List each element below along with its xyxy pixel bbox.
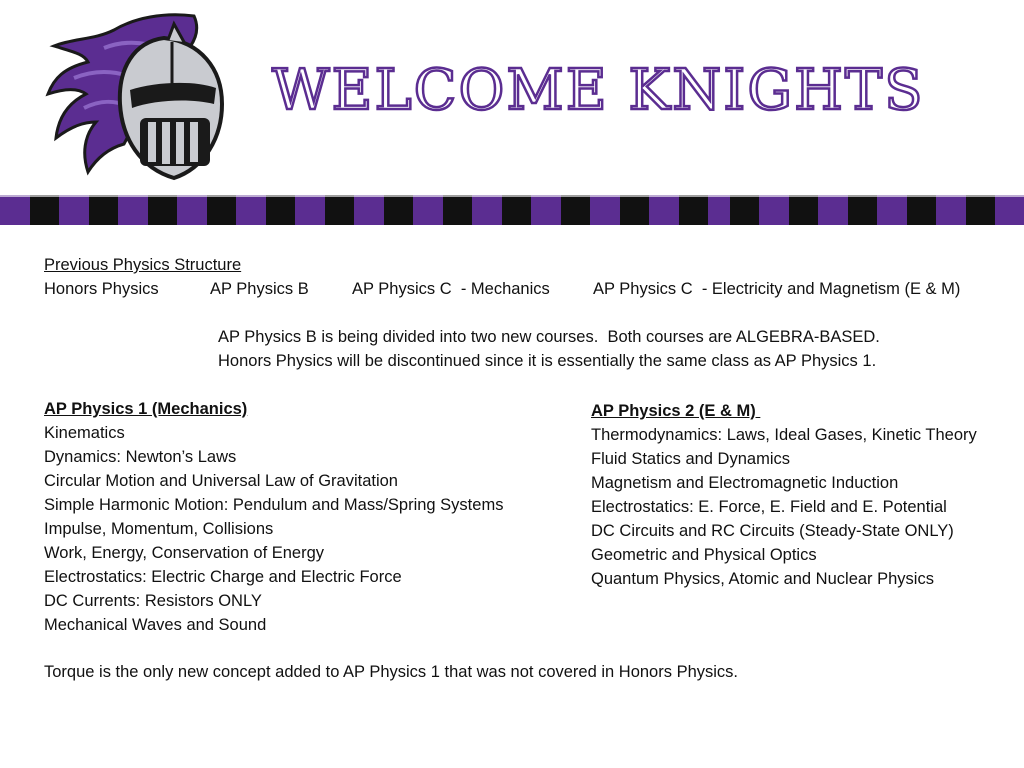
list-item: Work, Energy, Conservation of Energy (44, 544, 325, 562)
list-item: Impulse, Momentum, Collisions (44, 520, 274, 538)
list-item: Kinematics (44, 424, 125, 442)
list-item: Thermodynamics: Laws, Ideal Gases, Kinetic Theory (591, 426, 977, 444)
list-item: Circular Motion and Universal Law of Gravitation (44, 472, 398, 490)
list-item: Dynamics: Newton’s Laws (44, 448, 237, 466)
note-discontinued: Honors Physics will be discontinued since it is essentially the same class as AP Physics 1. (218, 352, 877, 370)
ap2-topic-list (591, 423, 977, 591)
list-item: Mechanical Waves and Sound (44, 616, 267, 634)
ap2-heading: AP Physics 2 (E & M) (591, 402, 761, 420)
note-divided: AP Physics B is being divided into two new courses. Both courses are ALGEBRA-BASED. (218, 328, 880, 346)
list-item: DC Currents: Resistors ONLY (44, 592, 262, 610)
list-item: Fluid Statics and Dynamics (591, 450, 790, 468)
list-item: Simple Harmonic Motion: Pendulum and Mass/Spring Systems (44, 496, 504, 514)
course-ap-b: AP Physics B (210, 280, 309, 298)
course-ap-c-em: AP Physics C - Electricity and Magnetism (E & M) (593, 280, 961, 298)
list-item: Electrostatics: E. Force, E. Field and E. Potential (591, 498, 947, 516)
list-item: Geometric and Physical Optics (591, 546, 817, 564)
torque-note: Torque is the only new concept added to AP Physics 1 that was not covered in Honors Physics. (44, 663, 738, 681)
previous-structure-heading: Previous Physics Structure (44, 256, 242, 274)
ap1-heading: AP Physics 1 (Mechanics) (44, 400, 248, 418)
knight-logo-icon (44, 8, 228, 186)
page-title: WELCOME KNIGHTS (272, 58, 925, 123)
list-item: DC Circuits and RC Circuits (Steady-State ONLY) (591, 522, 954, 540)
ap1-topic-list (44, 421, 503, 637)
course-ap-c-mech: AP Physics C - Mechanics (352, 280, 550, 298)
course-honors: Honors Physics (44, 280, 159, 298)
list-item: Magnetism and Electromagnetic Induction (591, 474, 899, 492)
list-item: Quantum Physics, Atomic and Nuclear Physics (591, 570, 934, 588)
checker-stripe (0, 195, 1024, 225)
list-item: Electrostatics: Electric Charge and Electric Force (44, 568, 402, 586)
